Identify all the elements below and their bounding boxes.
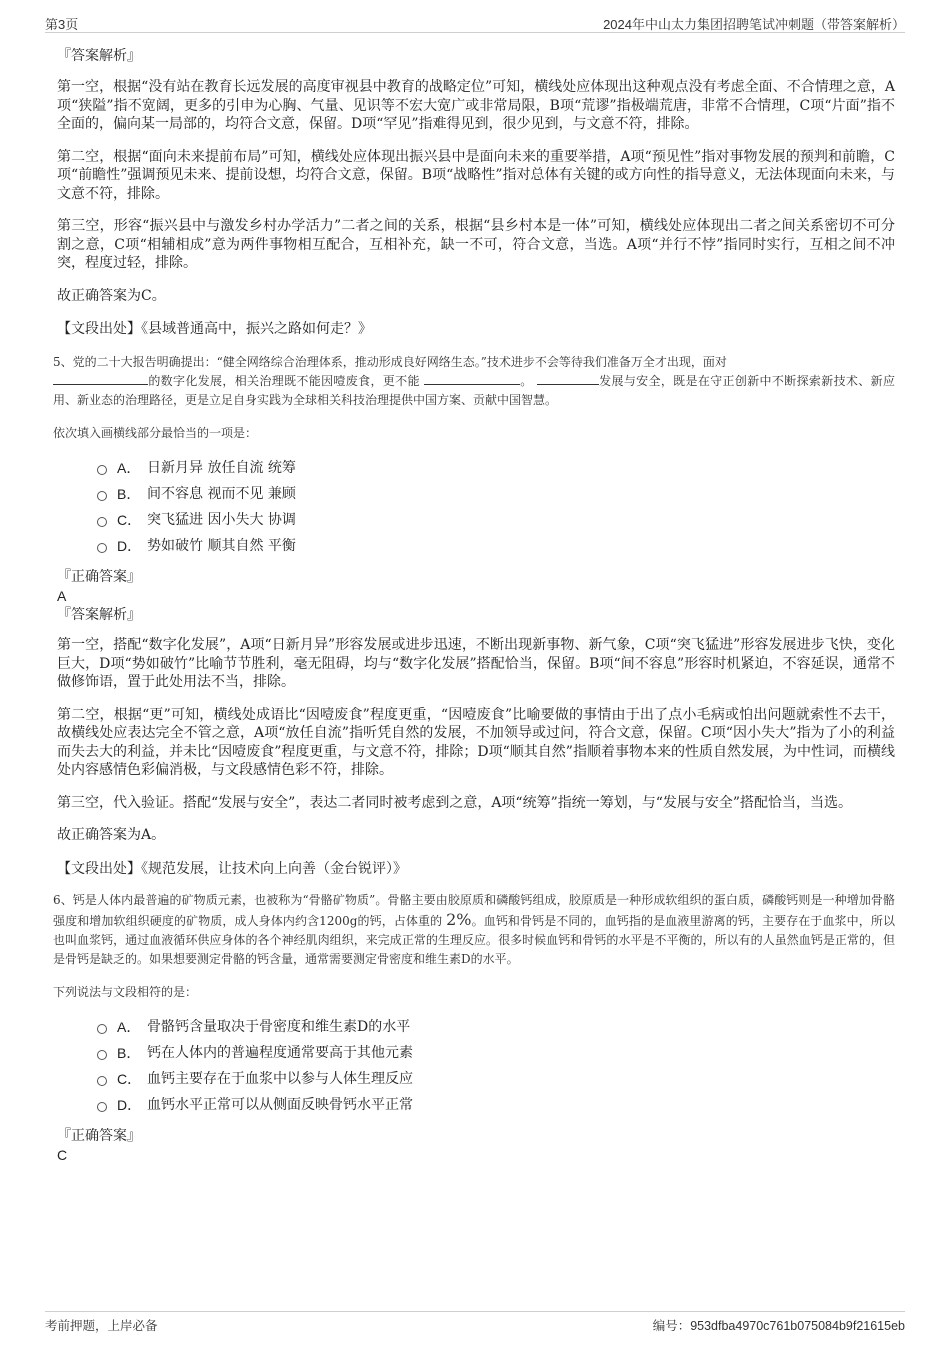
q4-source: 【文段出处】《县域普通高中，振兴之路如何走？》 — [57, 321, 372, 337]
page-number: 第3页 — [45, 17, 79, 32]
q6-option-a[interactable]: A． 骨骼钙含量取决于骨密度和维生素D的水平 — [97, 1014, 895, 1040]
q5-option-c[interactable]: C． 突飞猛进 因小失大 协调 — [97, 507, 895, 533]
q5-analysis-p3: 第三空，代入验证。搭配“发展与安全”，表达二者同时被考虑到之意，A项“统筹”指统一筹划，与“发展与安全”搭配恰当，当选。 — [57, 794, 853, 811]
q5-prompt: 依次填入画横线部分最恰当的一项是： — [53, 426, 258, 440]
q5-correct-label: 『正确答案』 — [57, 569, 141, 585]
q5-options — [97, 455, 895, 559]
q5-stem: 5、党的二十大报告明确提出：“健全网络综合治理体系，推动形成良好网络生态。”技术进步不会等待我们准备万全才出现，面对 的数字化发展，相关治理既不能因噎废食，更不能 。 发展与安全，既是在守正创新中不断探索新技术、新应用、新业态的治理路径，更是立足自身实践为全球相关科技治理提供中国方案、贡献中国智慧。 — [53, 355, 895, 407]
q6-stem: 6、钙是人体内最普遍的矿物质元素，也被称为“骨骼矿物质”。骨骼主要由胶原质和磷酸钙组成，胶原质是一种形成软组织的蛋白质，磷酸钙则是一种增加骨骼强度和增加软组织硬度的矿物质，成人身体内约含1200g的钙，占体重的 2%。血钙和骨钙是不同的，血钙指的是血液里游离的钙，主要存在于血浆中，所以也叫血浆钙，通过血液循环供应身体的各个神经肌肉组织，来完成正常的生理反应。很多时候血钙和骨钙的水平是不平衡的，所以有的人虽然血钙是正常的，但是骨钙是缺乏的。如果想要测定骨骼的钙含量，通常需要测定骨密度和维生素D的水平。 — [53, 892, 895, 966]
radio-icon[interactable] — [97, 1024, 107, 1034]
q6-prompt: 下列说法与文段相符的是： — [53, 984, 198, 999]
q5-option-b[interactable]: B． 间不容息 视而不见 兼顾 — [97, 481, 895, 507]
blank-1 — [53, 372, 148, 385]
q5-analysis-p1: 第一空，搭配“数字化发展”，A项“日新月异”形容发展或进步迅速，不断出现新事物、新气象，C项“突飞猛进”形容发展进步飞快，变化巨大，D项“势如破竹”比喻节节胜利，毫无阻碍，均与“数字化发展”搭配恰当，保留。B项“间不容息”形容时机紧迫，不容延误，通常不做修饰语，置于此处用法不当，排除。 — [57, 637, 895, 690]
q6-option-b[interactable]: B． 钙在人体内的普遍程度通常要高于其他元素 — [97, 1040, 895, 1066]
q5-option-a[interactable]: A． 日新月异 放任自流 统筹 — [97, 455, 895, 481]
radio-icon[interactable] — [97, 1050, 107, 1060]
q5-analysis-label: 『答案解析』 — [57, 607, 141, 623]
q6-option-d[interactable]: D． 血钙水平正常可以从侧面反映骨钙水平正常 — [97, 1092, 895, 1118]
q4-analysis-p3: 第三空，形容“振兴县中与激发乡村办学活力”二者之间的关系，根据“县乡村本是一体”可知，横线处应体现出二者之间关系密切不可分割之意，C项“相辅相成”意为两件事物相互配合，互相补充，缺一不可，符合文意，当选。A项“并行不悖”指同时实行，互相之间不冲突，程度过轻，排除。 — [57, 218, 895, 271]
radio-icon[interactable] — [97, 491, 107, 501]
q5-conclusion: 故正确答案为A。 — [57, 827, 166, 843]
radio-icon[interactable] — [97, 543, 107, 553]
q5-correct-answer: A — [57, 588, 67, 604]
footer-slogan: 考前押题，上岸必备 — [45, 1319, 158, 1333]
page-content — [53, 46, 895, 1164]
document-title: 2024年中山太力集团招聘笔试冲刺题（带答案解析） — [603, 17, 905, 32]
q4-analysis-p2: 第二空，根据“面向未来提前布局”可知，横线处应体现出振兴县中是面向未来的重要举措，A项“预见性”指对事物发展的预判和前瞻，C项“前瞻性”强调预见未来、提前设想，均符合文意，保留。B项“战略性”指对总体有关键的或方向性的指导意义，无法体现面向未来，与文意不符，排除。 — [57, 148, 895, 202]
footer-code: 编号：953dfba4970c761b075084b9f21615eb — [652, 1319, 905, 1333]
page-header — [45, 12, 905, 33]
q6-options — [97, 1014, 895, 1118]
radio-icon[interactable] — [97, 517, 107, 527]
q6-option-c[interactable]: C． 血钙主要存在于血浆中以参与人体生理反应 — [97, 1066, 895, 1092]
q6-correct-answer: C — [57, 1146, 68, 1163]
q5-option-d[interactable]: D． 势如破竹 顺其自然 平衡 — [97, 533, 895, 559]
radio-icon[interactable] — [97, 1076, 107, 1086]
q6-percent: 2% — [446, 909, 472, 929]
q6-correct-label: 『正确答案』 — [57, 1127, 141, 1144]
blank-2 — [424, 372, 520, 385]
q4-conclusion: 故正确答案为C。 — [57, 287, 166, 304]
q5-source: 【文段出处】《规范发展，让技术向上向善（金台锐评）》 — [57, 860, 407, 877]
blank-3 — [537, 372, 599, 385]
page-footer — [45, 1311, 905, 1334]
q4-analysis-label: 『答案解析』 — [57, 48, 141, 64]
q4-analysis-p1: 第一空，根据“没有站在教育长远发展的高度审视县中教育的战略定位”可知，横线处应体现出这种观点没有考虑全面、不合情理之意，A项“狭隘”指不宽阔，更多的引申为心胸、气量、见识等不宏大宽广或非常局限，B项“荒谬”指极端荒唐，非常不合情理，C项“片面”指不全面的，偏向某一局部的，均符合文意，保留。D项“罕见”指难得见到，很少见到，与文意不符，排除。 — [57, 79, 895, 132]
radio-icon[interactable] — [97, 465, 107, 475]
q5-analysis-p2: 第二空，根据“更”可知，横线处成语比“因噎废食”程度更重，“因噎废食”比喻要做的事情由于出了点小毛病或怕出问题就索性不去干，故横线处应表达完全不管之意，A项“放任自流”指听凭自然的发展，不加领导或过问，符合文意，保留。C项“因小失大”指为了小的利益而失去大的利益，并未比“因噎废食”程度更重，与文意不符，排除；D项“顺其自然”指顺着事物本来的性质自然发展，为中性词，而横线处内容感情色彩偏消极，与文段感情色彩不符，排除。 — [57, 706, 895, 778]
radio-icon[interactable] — [97, 1102, 107, 1112]
